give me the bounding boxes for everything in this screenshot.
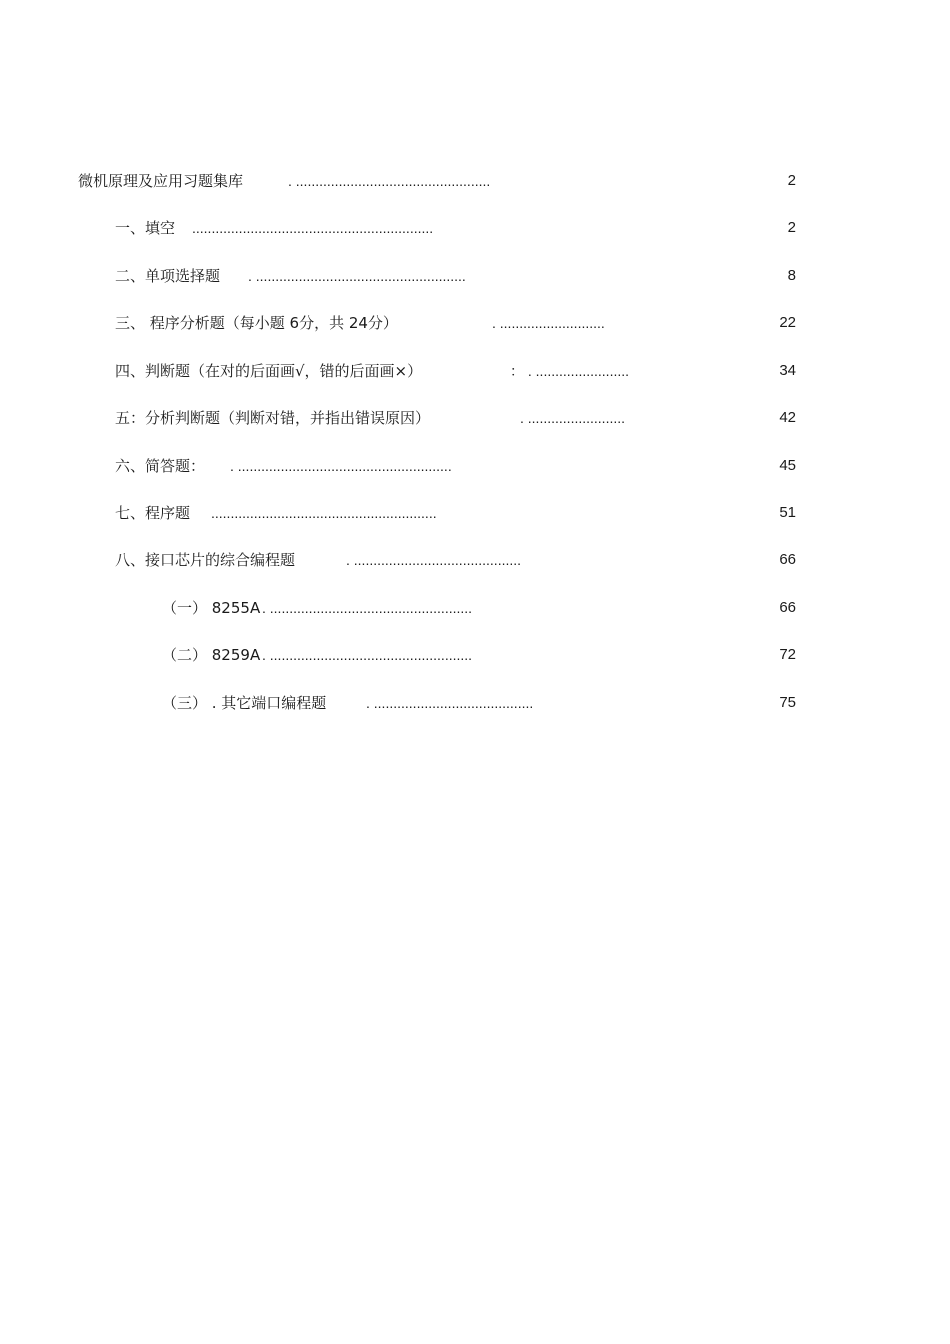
toc-page-number: 75 bbox=[779, 694, 796, 711]
toc-dot-leader: . ....................................................... bbox=[230, 458, 452, 474]
toc-entry-title: 八、接口芯片的综合编程题 bbox=[115, 551, 296, 569]
toc-page-number: 8 bbox=[787, 267, 796, 284]
toc-page-number: 66 bbox=[779, 551, 796, 568]
toc-page-number: 42 bbox=[779, 409, 796, 426]
toc-entry-8255a[interactable] bbox=[0, 596, 950, 620]
toc-entry-short-answer[interactable] bbox=[0, 454, 950, 478]
toc-entry-title: 七、程序题 bbox=[115, 504, 191, 522]
toc-entry-programming[interactable] bbox=[0, 501, 950, 525]
toc-dot-leader: . ........................................... bbox=[346, 552, 522, 568]
toc-entry-true-false[interactable] bbox=[0, 359, 950, 383]
toc-entry-other-port-programming[interactable] bbox=[0, 691, 950, 715]
toc-dot-leader: . ........................... bbox=[492, 315, 605, 331]
toc-dot-leader: . .................................................. bbox=[288, 173, 491, 189]
toc-entry-title: 五：分析判断题（判断对错，并指出错误原因） bbox=[115, 409, 431, 427]
toc-entry-title: （二） 8259A bbox=[162, 646, 261, 664]
toc-entry-title: （一） 8255A bbox=[162, 599, 261, 617]
toc-entry-title: （三） . 其它端口编程题 bbox=[162, 694, 327, 712]
toc-entry-fill-in[interactable] bbox=[0, 216, 950, 240]
toc-entry-analysis-judgement[interactable] bbox=[0, 406, 950, 430]
toc-entry-title: 微机原理及应用习题集库 bbox=[78, 172, 244, 190]
toc-entry-single-choice[interactable] bbox=[0, 264, 950, 288]
toc-entry-title: 四、判断题（在对的后面画√，错的后面画×） bbox=[115, 362, 423, 380]
toc-page-number: 51 bbox=[779, 504, 796, 521]
toc-entry-title: 三、 程序分析题（每小题 6分，共 24分） bbox=[115, 314, 398, 332]
toc-dot-leader: . ......................... bbox=[520, 410, 626, 426]
toc-dot-leader: ： . ........................ bbox=[510, 363, 630, 379]
toc-entry-question-bank[interactable] bbox=[0, 169, 950, 193]
toc-entry-title: 一、填空 bbox=[115, 219, 176, 237]
toc-dot-leader: . .................................................... bbox=[262, 600, 473, 616]
toc-entry-program-analysis[interactable] bbox=[0, 311, 950, 335]
toc-dot-leader: .......................................................... bbox=[211, 505, 437, 521]
toc-dot-leader: . .................................................... bbox=[262, 647, 473, 663]
toc-entry-title: 二、单项选择题 bbox=[115, 267, 221, 285]
toc-page-number: 72 bbox=[779, 646, 796, 663]
toc-page-number: 45 bbox=[779, 457, 796, 474]
toc-dot-leader: . ...................................................... bbox=[248, 268, 466, 284]
toc-entry-8259a[interactable] bbox=[0, 643, 950, 667]
toc-dot-leader: . ......................................... bbox=[366, 695, 534, 711]
toc-page-number: 2 bbox=[787, 219, 796, 236]
toc-page-number: 66 bbox=[779, 599, 796, 616]
toc-entry-title: 六、简答题： bbox=[115, 457, 206, 475]
toc-page-number: 2 bbox=[787, 172, 796, 189]
toc-page-number: 34 bbox=[779, 362, 796, 379]
toc-page-number: 22 bbox=[779, 314, 796, 331]
toc-entry-interface-chip-programming[interactable] bbox=[0, 548, 950, 572]
toc-dot-leader: .............................................................. bbox=[192, 220, 434, 236]
